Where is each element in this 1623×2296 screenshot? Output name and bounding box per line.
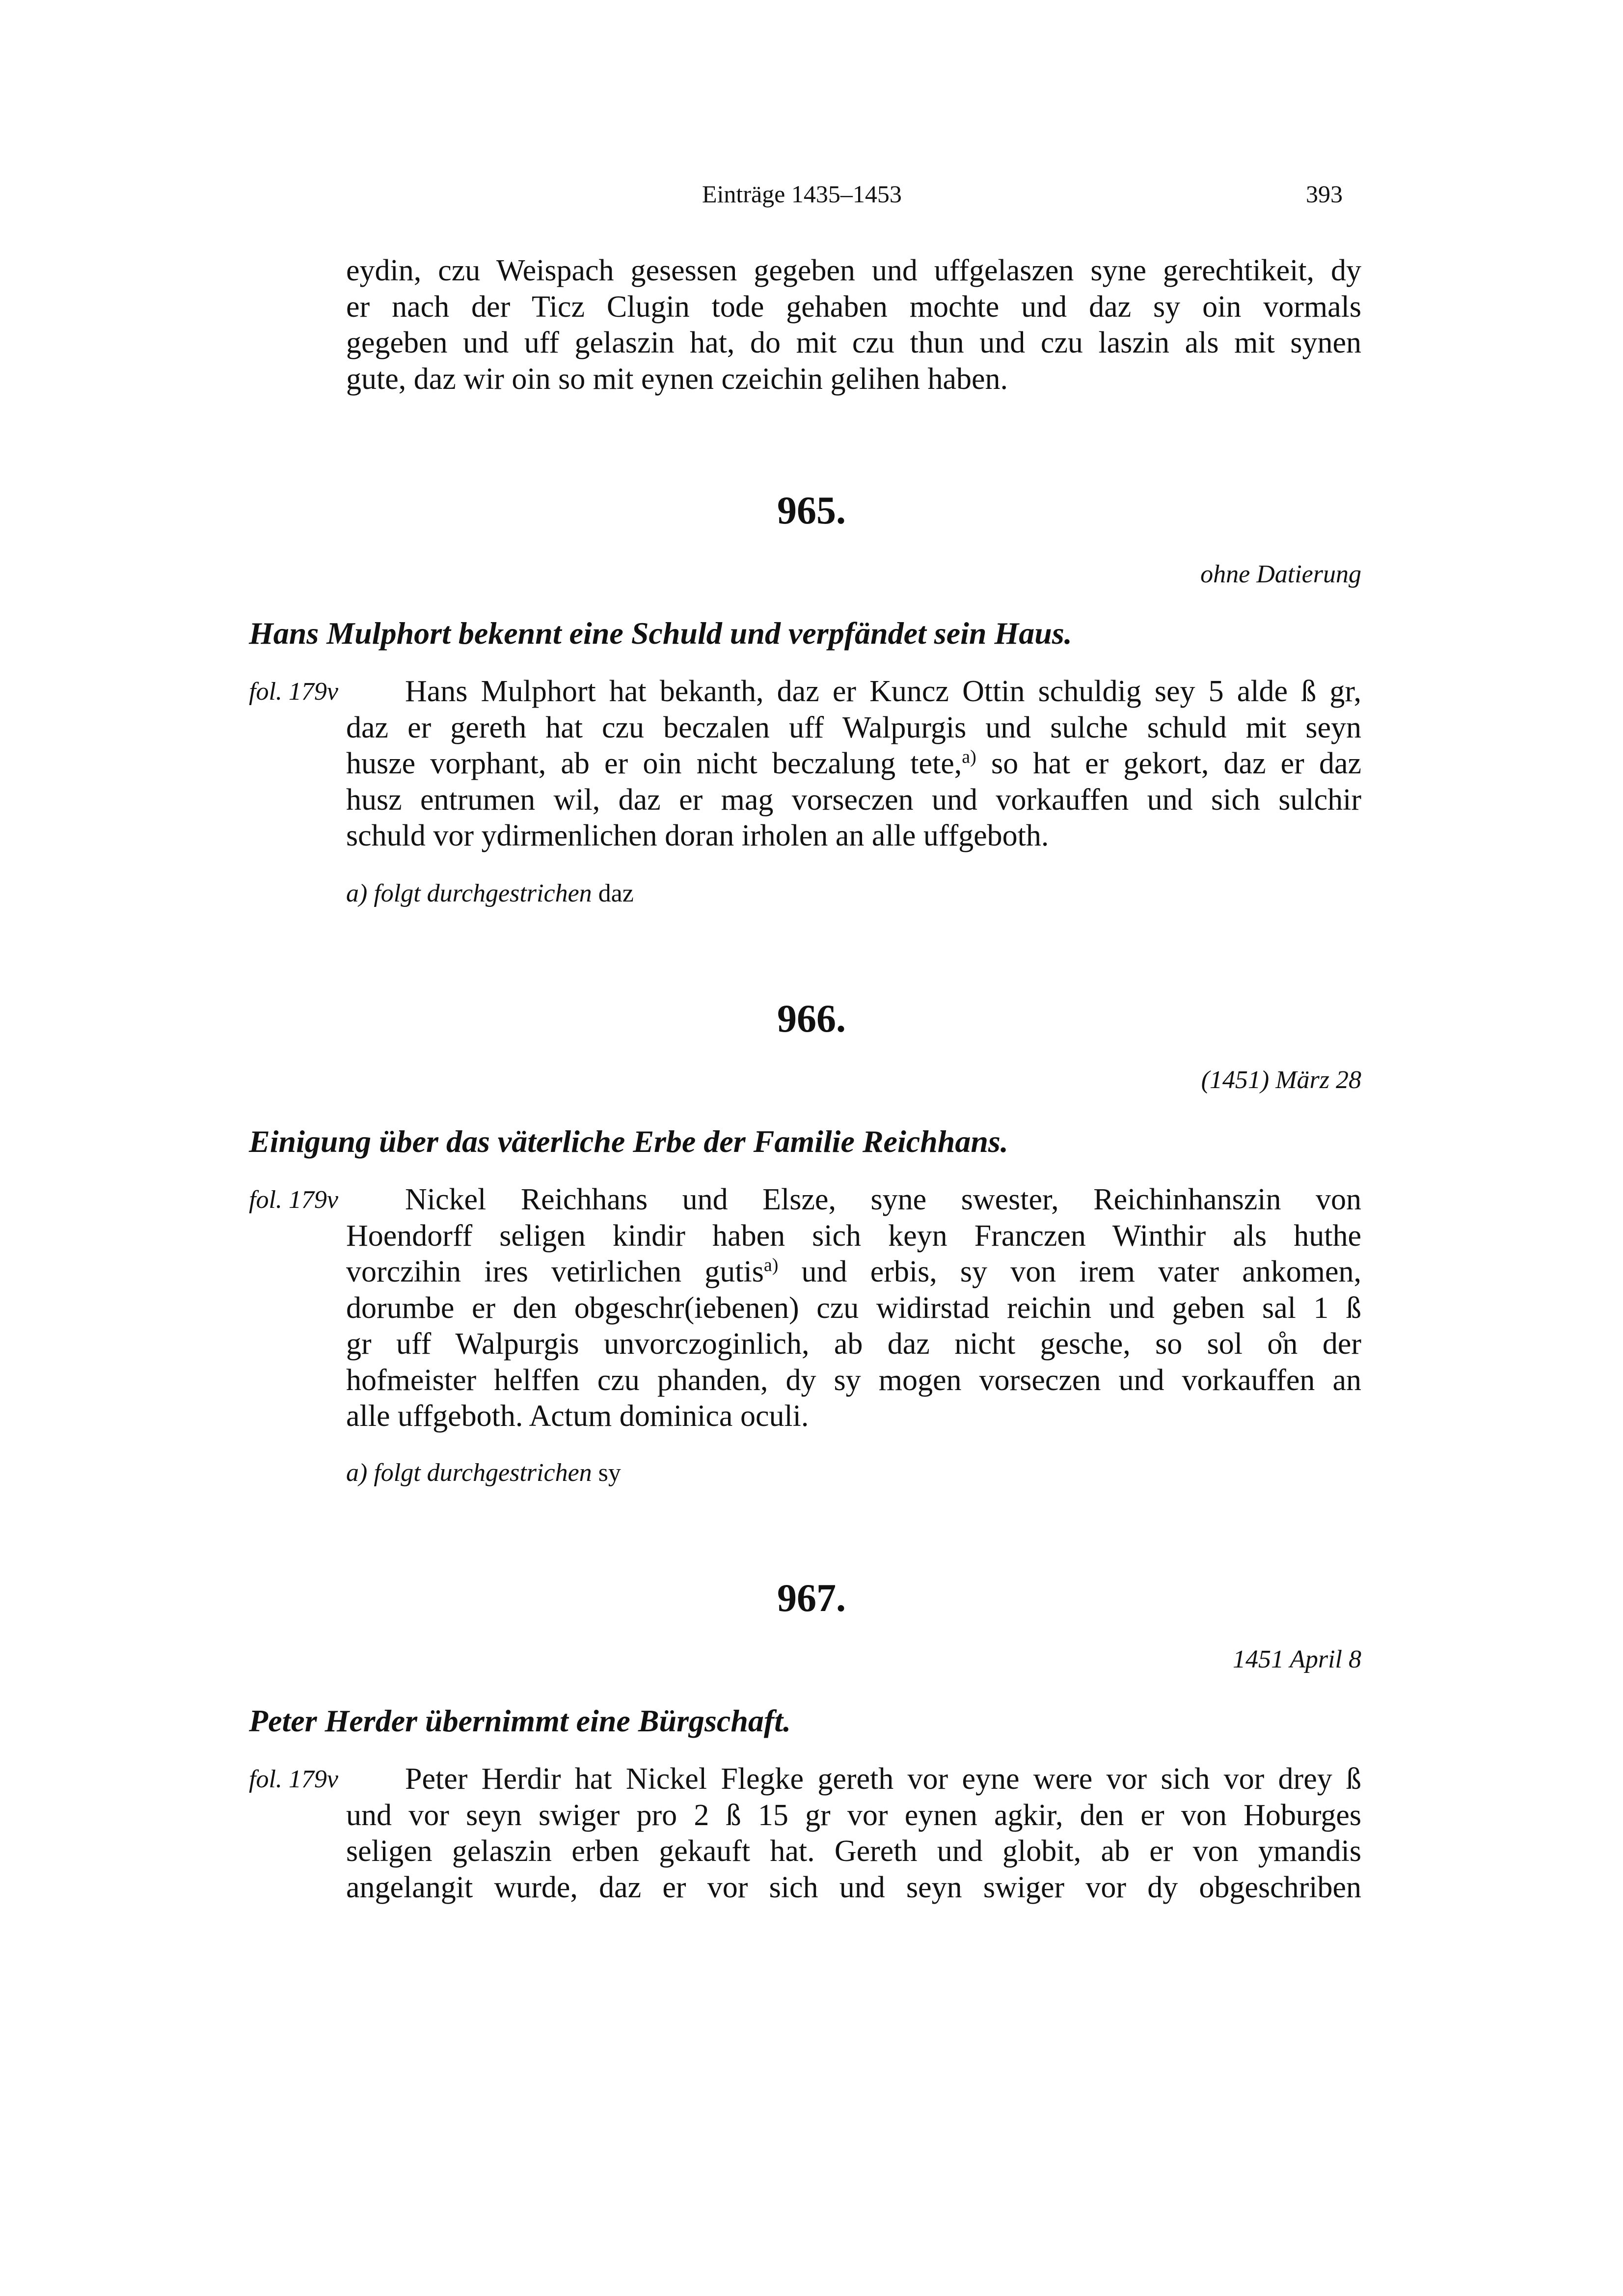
text-line: schuld vor ydirmenlichen doran irholen an alle uffgeboth. — [346, 819, 1049, 852]
text-line — [346, 746, 1361, 782]
text-segment: und erbis, sy von irem vater ankomen, — [778, 1255, 1361, 1288]
text-line: husz entrumen wil, daz er mag vorseczen und vorkauffen und sich sulchir — [346, 783, 1361, 817]
text-line: Nickel Reichhans und Elsze, syne swester, Reichinhanszin von — [405, 1183, 1361, 1216]
entry-title-965: Hans Mulphort bekennt eine Schuld und verpfändet sein Haus. — [249, 616, 1072, 651]
footnote-word: sy — [592, 1459, 621, 1487]
footnote-966 — [346, 1456, 621, 1490]
text-segment: vorczihin ires vetirlichen gutis — [346, 1255, 764, 1288]
text-line: gr uff Walpurgis unvorczoginlich, ab daz nicht gesche, so sol o̊n der — [346, 1327, 1361, 1361]
text-line: Hoendorff seligen kindir haben sich keyn Franczen Winthir als huthe — [346, 1219, 1361, 1253]
entry-number-966: 966. — [777, 997, 846, 1040]
entry-number-965: 965. — [777, 489, 846, 532]
text-line: und vor seyn swiger pro 2 ß 15 gr vor eynen agkir, den er von Hoburges — [346, 1798, 1361, 1832]
intro-paragraph — [346, 253, 1361, 397]
folio-966: fol. 179v — [249, 1186, 338, 1214]
text-segment: so hat er gekort, daz er daz — [976, 747, 1361, 780]
entry-date-965: ohne Datierung — [1200, 560, 1361, 588]
entry-title-966: Einigung über das väterliche Erbe der Familie Reichhans. — [249, 1124, 1008, 1159]
page-number: 393 — [1306, 180, 1343, 208]
text-line: Peter Herdir hat Nickel Flegke gereth vor eyne were vor sich vor drey ß — [405, 1762, 1361, 1796]
footnote-marker: a) — [962, 746, 976, 767]
folio-967: fol. 179v — [249, 1765, 338, 1793]
text-line: er nach der Ticz Clugin tode gehaben mochte und daz sy oin vormals — [346, 290, 1361, 324]
text-line: dorumbe er den obgeschr(iebenen) czu widirstad reichin und geben sal 1 ß — [346, 1291, 1361, 1325]
text-line: daz er gereth hat czu beczalen uff Walpurgis und sulche schuld mit seyn — [346, 711, 1361, 744]
text-line: gegeben und uff gelaszin hat, do mit czu thun und czu laszin als mit synen — [346, 326, 1361, 359]
text-line: hofmeister helffen czu phanden, dy sy mogen vorseczen und vorkauffen an — [346, 1363, 1361, 1397]
running-header-title: Einträge 1435–1453 — [702, 180, 902, 208]
text-line: eydin, czu Weispach gesessen gegeben und uffgelaszen syne gerechtikeit, dy — [346, 254, 1361, 287]
text-line — [346, 1254, 1361, 1290]
entry-number-967: 967. — [777, 1577, 846, 1620]
folio-965: fol. 179v — [249, 678, 338, 706]
footnote-marker: a) — [763, 1255, 779, 1276]
entry-title-967: Peter Herder übernimmt eine Bürgschaft. — [249, 1703, 791, 1738]
entry-date-966: (1451) März 28 — [1201, 1066, 1361, 1094]
text-line: alle uffgeboth. Actum dominica oculi. — [346, 1399, 809, 1433]
footnote-word: daz — [592, 879, 634, 907]
entry-text-967 — [346, 1761, 1361, 1906]
text-line: Hans Mulphort hat bekanth, daz er Kuncz Ottin schuldig sey 5 alde ß gr, — [405, 675, 1361, 708]
text-line: angelangit wurde, daz er vor sich und seyn swiger vor dy obgeschriben — [346, 1870, 1361, 1904]
text-segment: husze vorphant, ab er oin nicht beczalung tete, — [346, 747, 962, 780]
text-line: gute, daz wir oin so mit eynen czeichin gelihen haben. — [346, 362, 1008, 396]
entry-date-967: 1451 April 8 — [1233, 1645, 1361, 1673]
footnote-label: a) folgt durchgestrichen — [346, 879, 592, 907]
text-line: seligen gelaszin erben gekauft hat. Gereth und globit, ab er von ymandis — [346, 1834, 1361, 1868]
entry-text-965 — [346, 674, 1361, 854]
entry-text-966 — [346, 1182, 1361, 1435]
footnote-965 — [346, 876, 634, 911]
footnote-label: a) folgt durchgestrichen — [346, 1459, 592, 1487]
